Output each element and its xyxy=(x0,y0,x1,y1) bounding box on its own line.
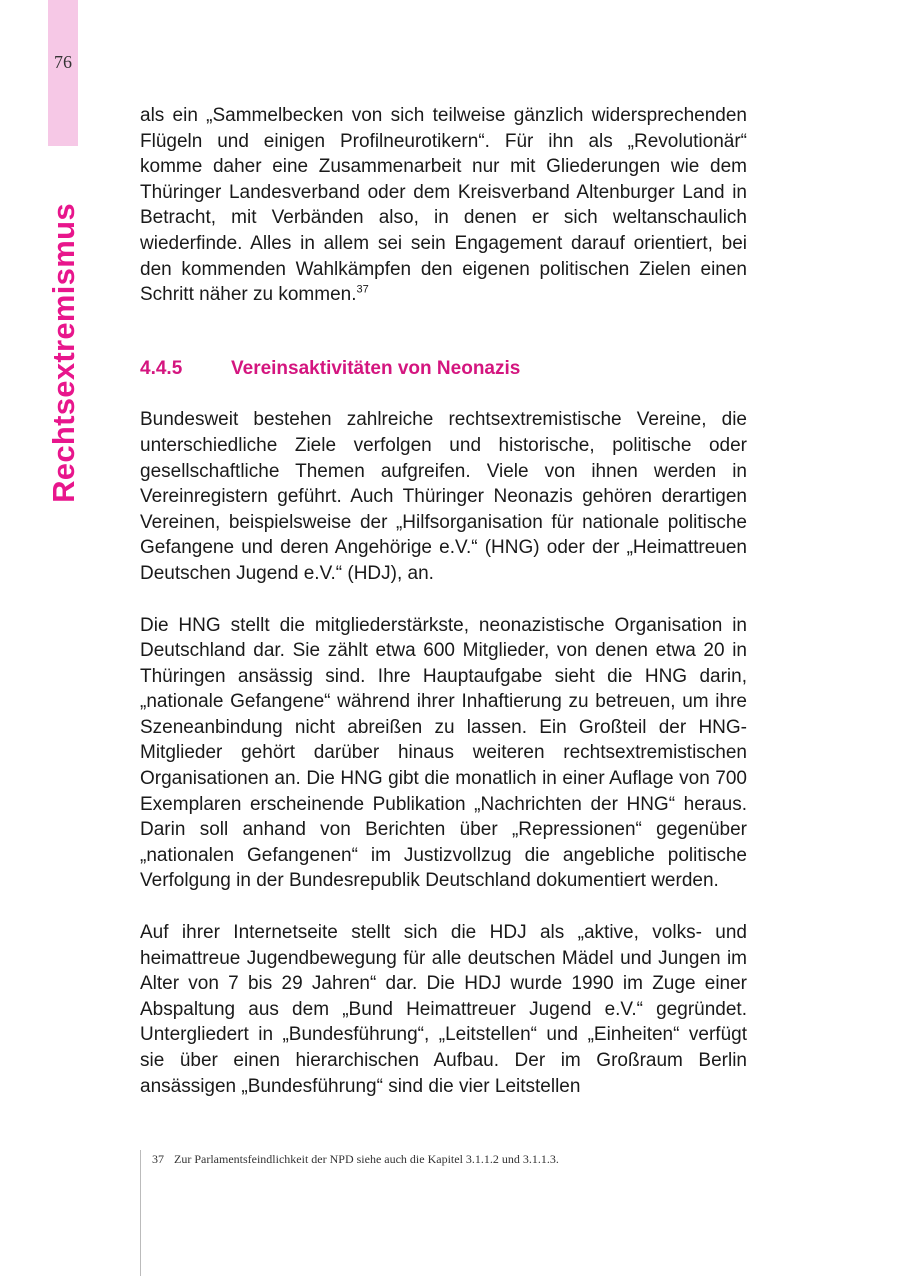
paragraph: Die HNG stellt die mitgliederstärkste, neonazistische Organisation in Deutschland dar. Sie zählt etwa 600 Mitglieder, von denen etwa 20 in Thüringen ansässig sind. Ihre Hauptaufgabe sieht die HNG darin, „nationale Gefangene“ während ihrer Inhaftierung zu betreuen, um ihre Szeneanbindung nicht abreißen zu lassen. Ein Großteil der HNG-Mitglieder gehört darüber hinaus weiteren rechtsextremistischen Organisationen an. Die HNG gibt die monatlich in einer Auflage von 700 Exemplaren erscheinende Publikation „Nachrichten der HNG“ heraus. Darin soll anhand von Berichten über „Repressionen“ gegenüber „nationalen Gefangenen“ im Justizvollzug die angebliche politische Verfolgung in der Bundesrepublik Deutschland dokumentiert werden. xyxy=(140,614,747,892)
section-title: Vereinsaktivitäten von Neonazis xyxy=(231,357,521,379)
page-number: 76 xyxy=(54,52,72,72)
footnote-reference: 37 xyxy=(356,283,369,296)
footnote xyxy=(152,1152,752,1167)
paragraph: Auf ihrer Internetseite stellt sich die HDJ als „aktive, volks- und heimattreue Jugendbewegung für alle deutschen Mädel und Jungen im Alter von 7 bis 29 Jahren“ dar. Die HDJ wurde 1990 im Zuge einer Abspaltung aus dem „Bund Heimattreuer Jugend e.V.“ gegründet. Untergliedert in „Bundesführung“, „Leitstellen“ und „Einheiten“ verfügt sie über einen hierarchischen Aufbau. Der im Großraum Berlin ansässigen „Bundesführung“ sind die vier Leitstellen xyxy=(140,922,747,1097)
section-tab-title xyxy=(44,188,84,518)
footnote-text: Zur Parlamentsfeindlichkeit der NPD siehe auch die Kapitel 3.1.1.2 und 3.1.1.3. xyxy=(174,1152,559,1166)
page-body xyxy=(140,103,747,1099)
section-number: 4.4.5 xyxy=(140,357,183,379)
intro-paragraph xyxy=(140,103,747,308)
section-heading xyxy=(140,356,747,382)
paragraph: Bundesweit bestehen zahlreiche rechtsextremistische Vereine, die unterschiedliche Ziele verfolgen und historische, politische oder gesellschaftliche Themen aufgreifen. Viele von ihnen werden in Vereinregistern geführt. Auch Thüringer Neonazis gehören derartigen Vereinen, beispielsweise der „Hilfsorganisation für nationale politische Gefangene und deren Angehörige e.V.“ (HNG) oder der „Heimattreuen Deutschen Jugend e.V.“ (HDJ), an. xyxy=(140,409,747,584)
section-tab-label: Rechtsextremismus xyxy=(46,203,81,503)
footnote-rule xyxy=(140,1150,141,1276)
intro-paragraph-text: als ein „Sammelbecken von sich teilweise gänzlich widersprechenden Flügeln und einigen Profilneurotikern“. Für ihn als „Revolutionär“ komme daher eine Zusammenarbeit nur mit Gliederungen wie dem Thüringer Landesverband oder dem Kreisverband Altenburger Land in Betracht, mit Verbänden also, in denen er sich weltanschaulich wiederfinde. Alles in allem sei sein Engagement darauf orientiert, bei den kommenden Wahlkämpfen den eigenen politischen Zielen einen Schritt näher zu kommen. xyxy=(140,105,747,306)
footnote-number: 37 xyxy=(152,1152,164,1166)
section-tab-marker xyxy=(48,0,78,146)
